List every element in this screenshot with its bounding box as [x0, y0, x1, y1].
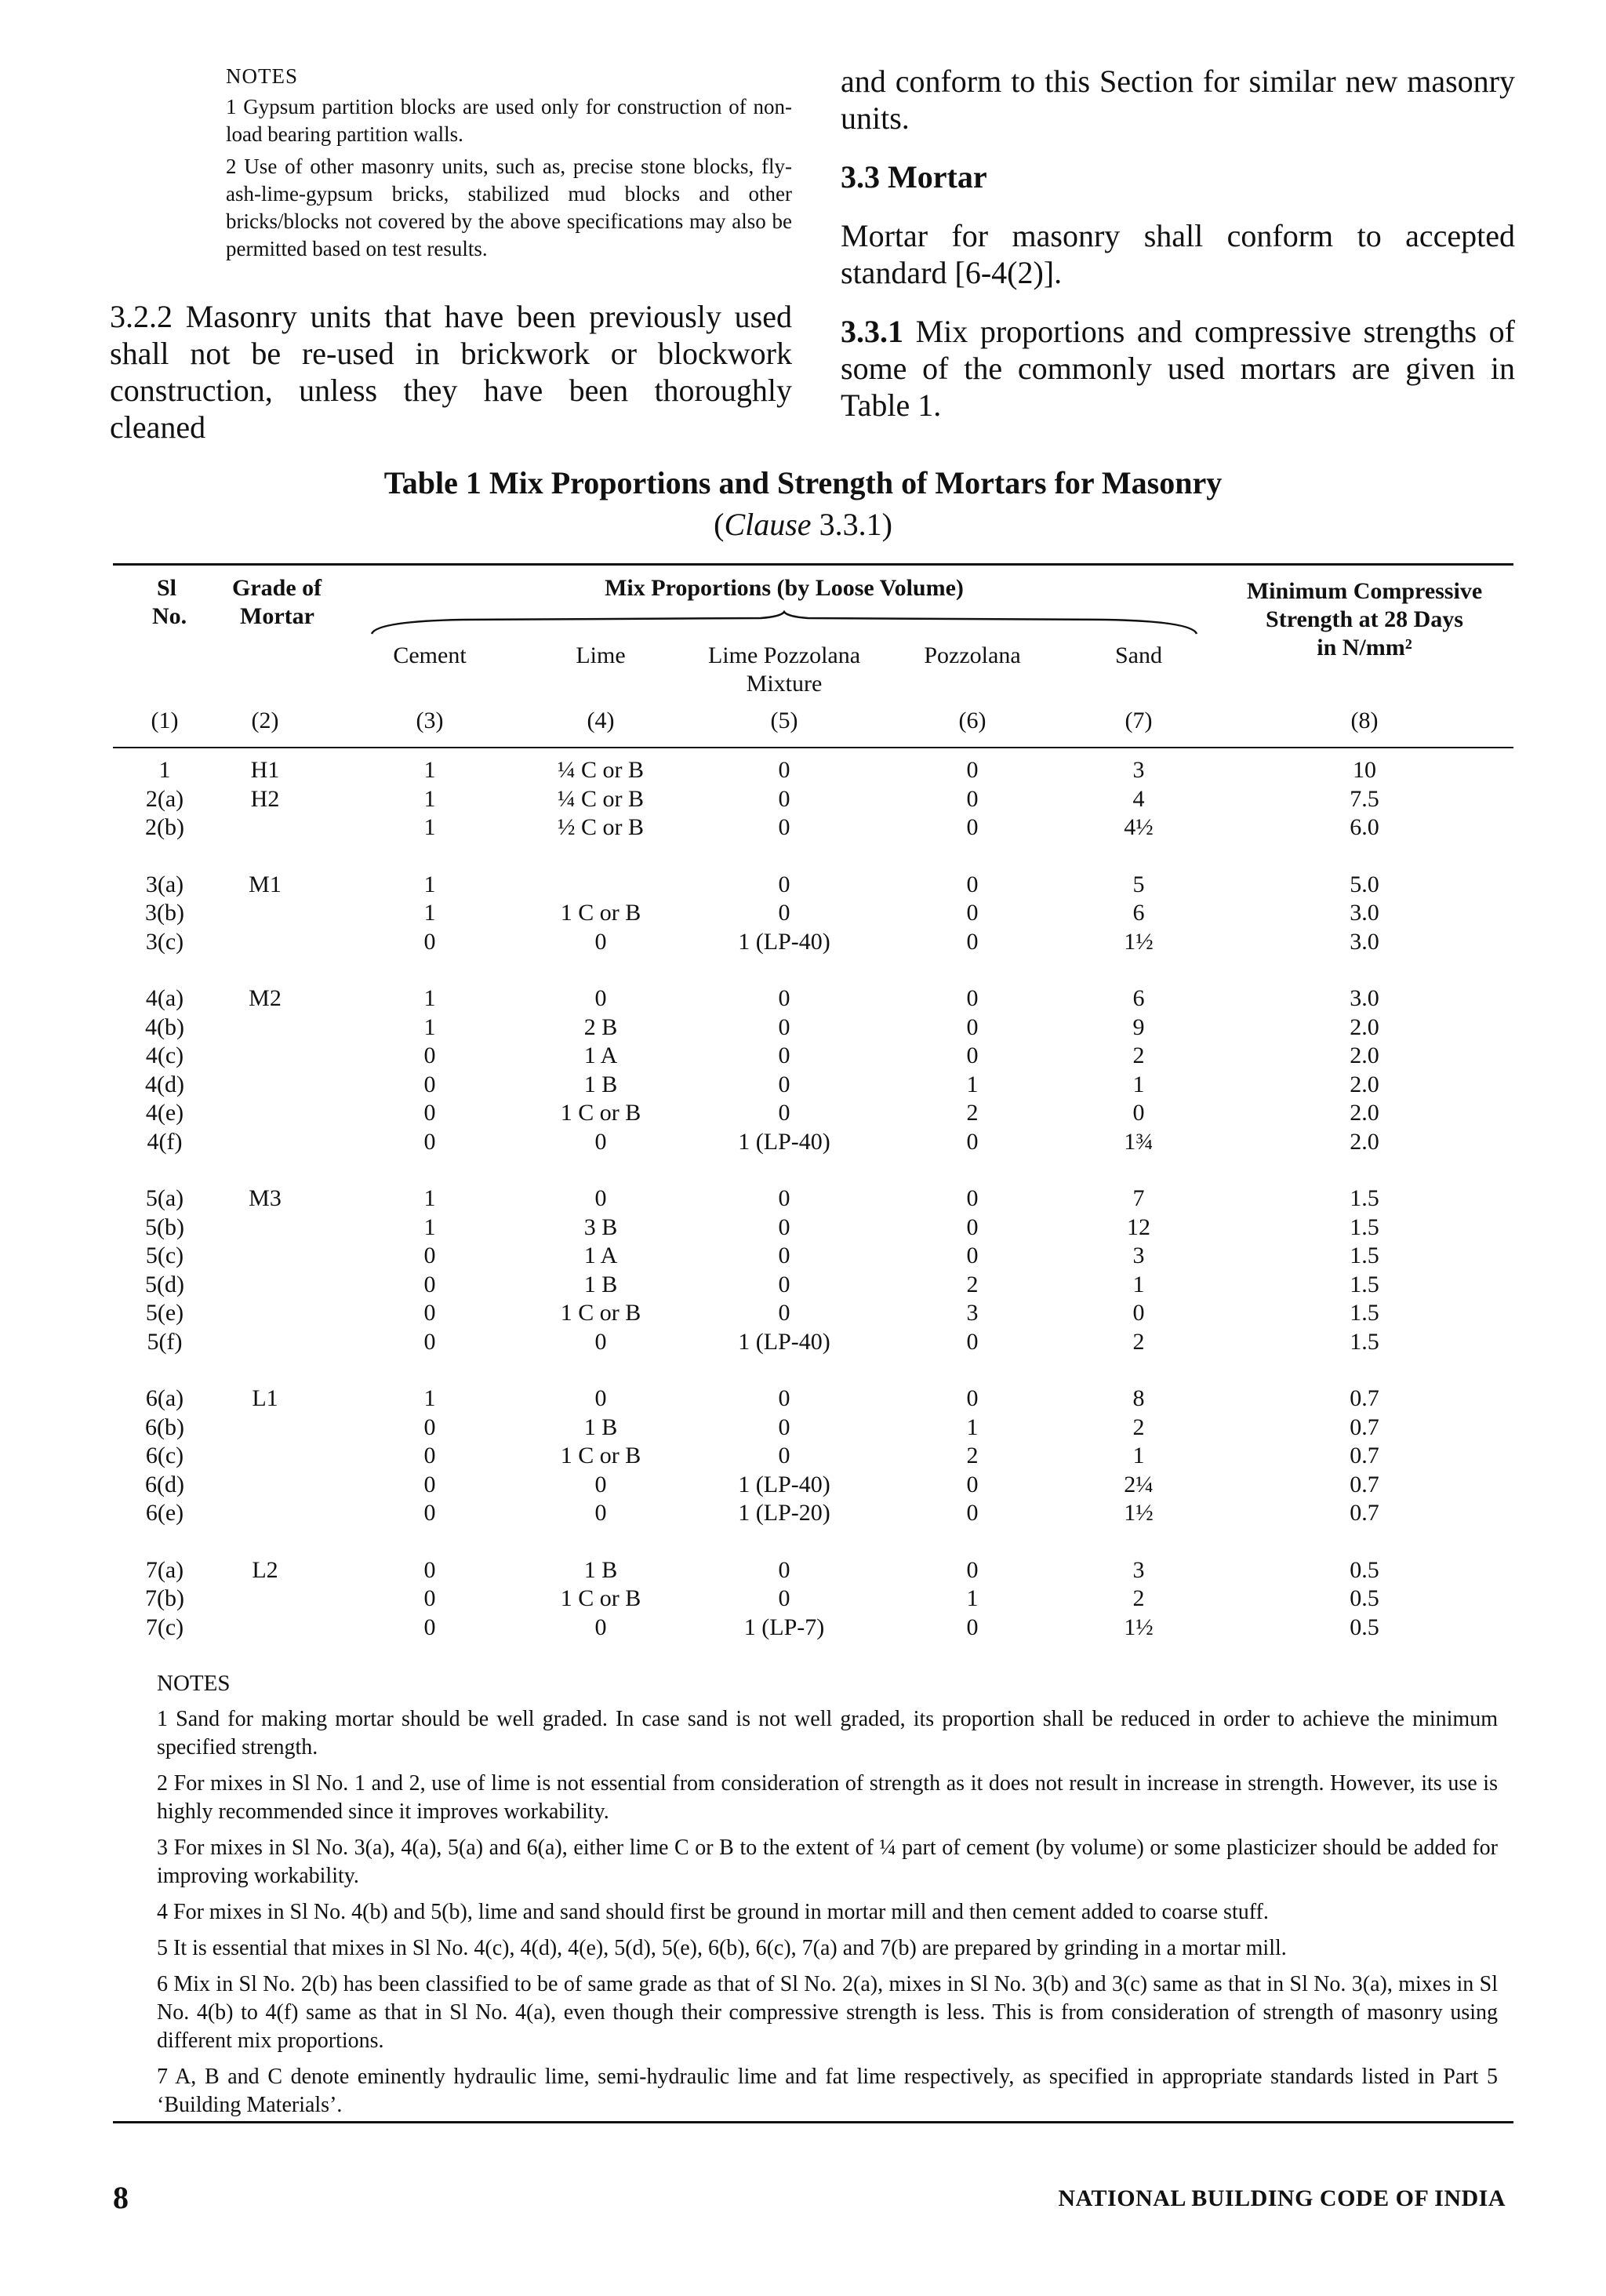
cell-cement: 0 [423, 1271, 436, 1297]
cell-sl-no: 2(b) [145, 814, 184, 840]
top-note-1: 1 Gypsum partition blocks are used only for construction of non-load bearing partition walls. [226, 95, 792, 146]
cell-pozzolana: 1 [966, 1071, 979, 1097]
cell-lime: 0 [594, 1328, 607, 1355]
cell-min-strength: 0.7 [1350, 1500, 1379, 1526]
cell-min-strength: 1.5 [1350, 1300, 1379, 1326]
cell-lime-pozzolana-mixture: 1 (LP-40) [738, 1128, 830, 1155]
cell-sand: 6 [1132, 900, 1145, 926]
column-number-grade: (2) [251, 708, 279, 733]
cell-sand: 3 [1132, 1243, 1145, 1268]
cell-lime: 1 A [583, 1042, 618, 1068]
top-notes [226, 63, 792, 267]
cell-min-strength: 5.0 [1350, 871, 1379, 897]
cell-pozzolana: 0 [966, 928, 979, 955]
cell-sand: 8 [1132, 1385, 1145, 1411]
cell-lime-pozzolana-mixture: 0 [778, 1414, 790, 1440]
cell-lime-pozzolana-mixture: 1 (LP-20) [738, 1500, 830, 1526]
cell-min-strength: 0.5 [1350, 1556, 1379, 1583]
cell-lime-pozzolana-mixture: 0 [778, 1443, 790, 1468]
cell-sl-no: 6(c) [145, 1443, 184, 1468]
cell-grade: H1 [250, 757, 280, 783]
cell-pozzolana: 0 [966, 871, 979, 897]
cell-lime: 0 [594, 1471, 607, 1497]
cell-min-strength: 3.0 [1350, 928, 1379, 955]
header-cement: Cement [393, 642, 467, 668]
table-top-rule [113, 563, 1513, 566]
cell-cement: 0 [423, 1500, 436, 1526]
column-number-lime-pozzolana-mixture: (5) [770, 708, 798, 733]
cell-lime: ¼ C or B [557, 785, 645, 812]
cell-cement: 0 [423, 1414, 436, 1440]
cell-lime-pozzolana-mixture: 0 [778, 1185, 790, 1211]
cell-lime-pozzolana-mixture: 1 (LP-7) [743, 1614, 825, 1640]
cell-sand: 0 [1132, 1300, 1145, 1326]
column-number-cement: (3) [416, 708, 444, 733]
header-strength-line1: Minimum Compressive [1246, 578, 1483, 604]
header-strength [1247, 577, 1482, 662]
cell-lime-pozzolana-mixture: 0 [778, 757, 790, 783]
cell-sl-no: 7(c) [145, 1614, 184, 1640]
cell-lime: 1 C or B [560, 900, 641, 926]
cell-lime-pozzolana-mixture: 0 [778, 871, 790, 897]
cell-sl-no: 2(a) [145, 785, 184, 812]
cell-cement: 1 [423, 785, 436, 812]
cell-sand: 0 [1132, 1100, 1145, 1126]
clause-word: Clause [724, 507, 812, 542]
column-number-min-strength: (8) [1350, 708, 1379, 733]
cell-pozzolana: 0 [966, 1128, 979, 1155]
cell-sand: 4 [1132, 785, 1145, 812]
cell-sl-no: 5(b) [145, 1213, 184, 1240]
section-text: Mortar for masonry shall conform to accepted standard [6-4(2)]. [841, 218, 1515, 290]
table-note-4: 4 For mixes in Sl No. 4(b) and 5(b), lime and sand should first be ground in mortar mill and then cement added to coarse stuff. [157, 1900, 1269, 1924]
cell-sl-no: 5(f) [147, 1328, 183, 1355]
cell-cement: 0 [423, 1071, 436, 1097]
table-notes [157, 1669, 1498, 2127]
cell-sand: 1 [1132, 1071, 1145, 1097]
header-strength-line2: Strength at 28 Days [1266, 606, 1463, 632]
paragraph-text: Mix proportions and compressive strengths of some of the commonly used mortars are given in Table 1. [841, 314, 1516, 423]
cell-lime: 1 C or B [560, 1300, 641, 1326]
header-lpm-line1: Lime Pozzolana [707, 642, 861, 668]
cell-min-strength: 1.5 [1350, 1243, 1379, 1268]
cell-pozzolana: 0 [966, 1500, 979, 1526]
cell-min-strength: 2.0 [1350, 1071, 1379, 1097]
cell-lime: 3 B [583, 1213, 618, 1240]
cell-sl-no: 7(b) [145, 1585, 184, 1611]
header-sl-line2: No. [152, 603, 187, 629]
cell-cement: 0 [423, 1042, 436, 1068]
cell-pozzolana: 2 [966, 1100, 979, 1126]
table-note-2: 2 For mixes in Sl No. 1 and 2, use of lime is not essential from consideration of strength as it does not result in increase in strength. However, its use is highly recommended since it improves workability. [157, 1771, 1498, 1824]
cell-sl-no: 3(b) [145, 900, 184, 926]
cell-lime-pozzolana-mixture: 0 [778, 1271, 790, 1297]
cell-pozzolana: 0 [966, 985, 979, 1011]
top-note-2: 2 Use of other masonry units, such as, precise stone blocks, fly-ash-lime-gypsum bricks, stabilized mud blocks and other bricks/blocks not covered by the above specifications may also be permitted based on test results. [226, 155, 792, 260]
cell-lime: 0 [594, 1385, 607, 1411]
header-pozzolana: Pozzolana [924, 642, 1021, 668]
cell-lime-pozzolana-mixture: 0 [778, 785, 790, 812]
cell-lime-pozzolana-mixture: 0 [778, 1300, 790, 1326]
table-header-rule [113, 747, 1513, 748]
table-notes-heading: NOTES [157, 1671, 231, 1696]
cell-sl-no: 5(d) [145, 1271, 184, 1297]
cell-sand: 6 [1132, 985, 1145, 1011]
clause-number: 3.3.1 [819, 507, 882, 542]
cell-sl-no: 3(a) [145, 871, 184, 897]
cell-cement: 0 [423, 1556, 436, 1583]
table-note-6: 6 Mix in Sl No. 2(b) has been classified to be of same grade as that of Sl No. 2(a), mixes in Sl No. 3(b) and 3(c) same as that in Sl No. 3(a), mixes in Sl No. 4(b) to 4(f) same as that in Sl No. 4(a), even though their compressive strength is less. This is from consideration of strength of masonry using different mix proportions. [157, 1972, 1498, 2053]
header-strength-line3: in N/mm² [1317, 635, 1412, 660]
cell-sl-no: 5(c) [145, 1243, 184, 1268]
cell-pozzolana: 0 [966, 1614, 979, 1640]
cell-grade: L1 [252, 1385, 278, 1411]
header-lpm-line2: Mixture [746, 671, 823, 697]
cell-grade: L2 [252, 1556, 278, 1583]
publication-title: NATIONAL BUILDING CODE OF INDIA [1058, 2185, 1506, 2211]
cell-sand: 12 [1127, 1213, 1150, 1240]
cell-pozzolana: 0 [966, 814, 979, 840]
cell-cement: 0 [423, 1243, 436, 1268]
cell-grade: M2 [249, 985, 282, 1011]
column-number-lime: (4) [587, 708, 615, 733]
cell-lime-pozzolana-mixture: 0 [778, 1213, 790, 1240]
cell-sl-no: 6(e) [145, 1500, 184, 1526]
cell-lime: ½ C or B [557, 814, 645, 840]
cell-sand: 2 [1132, 1328, 1145, 1355]
table-note-5: 5 It is essential that mixes in Sl No. 4(c), 4(d), 4(e), 5(d), 5(e), 6(b), 6(c), 7(a) and 7(b) are prepared by grinding in a mortar mill. [157, 1936, 1287, 1960]
cell-lime: 1 C or B [560, 1585, 641, 1611]
cell-sand: 9 [1132, 1013, 1145, 1040]
cell-grade: M3 [249, 1185, 282, 1211]
cell-pozzolana: 3 [966, 1300, 979, 1326]
table-title: Table 1 Mix Proportions and Strength of Mortars for Masonry [383, 465, 1223, 500]
cell-pozzolana: 0 [966, 1042, 979, 1068]
header-sl [152, 574, 187, 631]
cell-pozzolana: 2 [966, 1271, 979, 1297]
cell-sand: 1½ [1124, 1500, 1154, 1526]
paragraph-3-2-2 [110, 298, 792, 446]
cell-sl-no: 4(f) [147, 1128, 183, 1155]
cell-min-strength: 6.0 [1350, 814, 1379, 840]
cell-lime: 0 [594, 1128, 607, 1155]
right-column [841, 63, 1515, 424]
cell-sand: 1 [1132, 1443, 1145, 1468]
cell-pozzolana: 1 [966, 1585, 979, 1611]
cell-pozzolana: 0 [966, 785, 979, 812]
cell-cement: 0 [423, 928, 436, 955]
cell-cement: 0 [423, 1471, 436, 1497]
paragraph-number: 3.3.1 [841, 314, 903, 349]
cell-cement: 0 [423, 1328, 436, 1355]
cell-pozzolana: 0 [966, 1213, 979, 1240]
cell-pozzolana: 0 [966, 1185, 979, 1211]
cell-lime: 1 B [583, 1556, 618, 1583]
paragraph-text: Masonry units that have been previously used shall not be re-used in brickwork or blockwork construction, unless they have been thoroughly cleaned [110, 299, 792, 445]
cell-cement: 0 [423, 1614, 436, 1640]
cell-min-strength: 0.5 [1350, 1614, 1379, 1640]
cell-cement: 0 [423, 1585, 436, 1611]
table-note-3: 3 For mixes in Sl No. 3(a), 4(a), 5(a) and 6(a), either lime C or B to the extent of ¼ part of cement (by volume) or some plasticizer should be added for improving workability. [157, 1836, 1498, 1888]
cell-cement: 0 [423, 1443, 436, 1468]
table-note-7: 7 A, B and C denote eminently hydraulic lime, semi-hydraulic lime and fat lime respectively, as specified in appropriate standards listed in Part 5 ‘Building Materials’. [157, 2065, 1498, 2117]
cell-lime: 1 C or B [560, 1443, 641, 1468]
cell-lime: 0 [594, 1500, 607, 1526]
cell-sand: 4½ [1124, 814, 1154, 840]
cell-sl-no: 6(a) [145, 1385, 184, 1411]
page-bottom-rule [113, 2121, 1513, 2123]
header-sl-line1: Sl [157, 575, 177, 601]
header-grade-line1: Grade of [232, 575, 322, 601]
cell-pozzolana: 0 [966, 1328, 979, 1355]
cell-lime-pozzolana-mixture: 0 [778, 1556, 790, 1583]
cell-lime: 0 [594, 1614, 607, 1640]
cell-sl-no: 3(c) [145, 928, 184, 955]
cell-min-strength: 2.0 [1350, 1100, 1379, 1126]
cell-min-strength: 1.5 [1350, 1328, 1379, 1355]
column-number-sl-no: (1) [151, 708, 179, 733]
cell-sand: 1¾ [1124, 1128, 1154, 1155]
cell-sl-no: 1 [158, 757, 171, 783]
cell-min-strength: 1.5 [1350, 1271, 1379, 1297]
cell-lime-pozzolana-mixture: 0 [778, 1585, 790, 1611]
cell-sand: 3 [1132, 757, 1145, 783]
cell-lime-pozzolana-mixture: 1 (LP-40) [738, 1471, 830, 1497]
cell-sand: 5 [1132, 871, 1145, 897]
cell-lime: 0 [594, 985, 607, 1011]
cell-lime: 0 [594, 1185, 607, 1211]
cell-cement: 1 [423, 757, 436, 783]
cell-pozzolana: 2 [966, 1443, 979, 1468]
cell-sl-no: 5(e) [145, 1300, 184, 1326]
header-grade [232, 574, 322, 631]
cell-sand: 3 [1132, 1556, 1145, 1583]
cell-cement: 1 [423, 814, 436, 840]
cell-lime-pozzolana-mixture: 1 (LP-40) [738, 928, 830, 955]
cell-lime-pozzolana-mixture: 0 [778, 1243, 790, 1268]
cell-sl-no: 6(d) [145, 1471, 184, 1497]
cell-cement: 1 [423, 871, 436, 897]
cell-cement: 1 [423, 1213, 436, 1240]
cell-lime: 1 C or B [560, 1100, 641, 1126]
cell-min-strength: 1.5 [1350, 1213, 1379, 1240]
cell-cement: 0 [423, 1128, 436, 1155]
cell-min-strength: 0.7 [1350, 1414, 1379, 1440]
cell-sl-no: 4(b) [145, 1013, 184, 1040]
column-number-pozzolana: (6) [958, 708, 986, 733]
cell-lime-pozzolana-mixture: 0 [778, 1013, 790, 1040]
cell-cement: 1 [423, 1013, 436, 1040]
cell-min-strength: 0.7 [1350, 1385, 1379, 1411]
header-lime: Lime [576, 642, 626, 668]
cell-sand: 1 [1132, 1271, 1145, 1297]
cell-sl-no: 4(c) [145, 1042, 184, 1068]
cell-pozzolana: 0 [966, 1556, 979, 1583]
cell-sl-no: 4(d) [145, 1071, 184, 1097]
cell-min-strength: 0.5 [1350, 1585, 1379, 1611]
cell-lime-pozzolana-mixture: 0 [778, 814, 790, 840]
cell-cement: 1 [423, 985, 436, 1011]
cell-sl-no: 5(a) [145, 1185, 184, 1211]
cell-sand: 2 [1132, 1414, 1145, 1440]
cell-sl-no: 4(e) [145, 1100, 184, 1126]
cell-min-strength: 3.0 [1350, 900, 1379, 926]
cell-min-strength: 0.7 [1350, 1471, 1379, 1497]
paragraph-number: 3.2.2 [110, 299, 173, 334]
cell-min-strength: 0.7 [1350, 1443, 1379, 1468]
paragraph-3-3-1 [841, 313, 1515, 424]
cell-min-strength: 2.0 [1350, 1128, 1379, 1155]
cell-min-strength: 2.0 [1350, 1042, 1379, 1068]
column-number-sand: (7) [1125, 708, 1153, 733]
top-notes-heading: NOTES [226, 64, 298, 88]
page-number: 8 [113, 2180, 129, 2215]
cell-lime: 0 [594, 928, 607, 955]
cell-lime: 1 B [583, 1414, 618, 1440]
continuation-text: and conform to this Section for similar new masonry units. [841, 64, 1515, 136]
cell-lime: 1 A [583, 1243, 618, 1268]
table-clause: (Clause 3.3.1) [714, 507, 892, 542]
cell-grade: M1 [249, 871, 282, 897]
cell-cement: 1 [423, 1385, 436, 1411]
cell-pozzolana: 0 [966, 1471, 979, 1497]
header-sand: Sand [1115, 642, 1162, 668]
header-lime-pozzolana [708, 642, 860, 698]
cell-lime: 1 B [583, 1271, 618, 1297]
cell-sand: 2 [1132, 1042, 1145, 1068]
cell-pozzolana: 1 [966, 1414, 979, 1440]
cell-sl-no: 4(a) [145, 985, 184, 1011]
header-grade-line2: Mortar [240, 603, 314, 629]
cell-pozzolana: 0 [966, 1385, 979, 1411]
cell-pozzolana: 0 [966, 900, 979, 926]
cell-sand: 7 [1132, 1185, 1145, 1211]
cell-lime-pozzolana-mixture: 0 [778, 1042, 790, 1068]
cell-min-strength: 10 [1353, 757, 1376, 783]
mix-proportions-brace [369, 610, 1200, 637]
cell-grade: H2 [250, 785, 280, 812]
cell-pozzolana: 0 [966, 757, 979, 783]
cell-min-strength: 1.5 [1350, 1185, 1379, 1211]
cell-min-strength: 2.0 [1350, 1013, 1379, 1040]
cell-sand: 2 [1132, 1585, 1145, 1611]
cell-lime-pozzolana-mixture: 0 [778, 985, 790, 1011]
cell-cement: 1 [423, 1185, 436, 1211]
cell-sand: 1½ [1124, 1614, 1154, 1640]
cell-sl-no: 6(b) [145, 1414, 184, 1440]
section-heading-mortar: 3.3 Mortar [841, 159, 987, 195]
cell-min-strength: 3.0 [1350, 985, 1379, 1011]
cell-pozzolana: 0 [966, 1243, 979, 1268]
cell-cement: 0 [423, 1100, 436, 1126]
cell-sl-no: 7(a) [145, 1556, 184, 1583]
header-mix-proportions: Mix Proportions (by Loose Volume) [605, 575, 964, 601]
cell-min-strength: 7.5 [1350, 785, 1379, 812]
cell-lime-pozzolana-mixture: 0 [778, 900, 790, 926]
cell-pozzolana: 0 [966, 1013, 979, 1040]
cell-lime-pozzolana-mixture: 0 [778, 1385, 790, 1411]
cell-lime-pozzolana-mixture: 1 (LP-40) [738, 1328, 830, 1355]
cell-lime: 1 B [583, 1071, 618, 1097]
cell-sand: 1½ [1124, 928, 1154, 955]
cell-lime-pozzolana-mixture: 0 [778, 1100, 790, 1126]
cell-lime: ¼ C or B [557, 757, 645, 783]
cell-lime: 2 B [583, 1013, 618, 1040]
cell-cement: 1 [423, 900, 436, 926]
cell-sand: 2¼ [1124, 1471, 1154, 1497]
cell-cement: 0 [423, 1300, 436, 1326]
cell-lime-pozzolana-mixture: 0 [778, 1071, 790, 1097]
table-note-1: 1 Sand for making mortar should be well graded. In case sand is not well graded, its proportion shall be reduced in order to achieve the minimum specified strength. [157, 1707, 1498, 1759]
